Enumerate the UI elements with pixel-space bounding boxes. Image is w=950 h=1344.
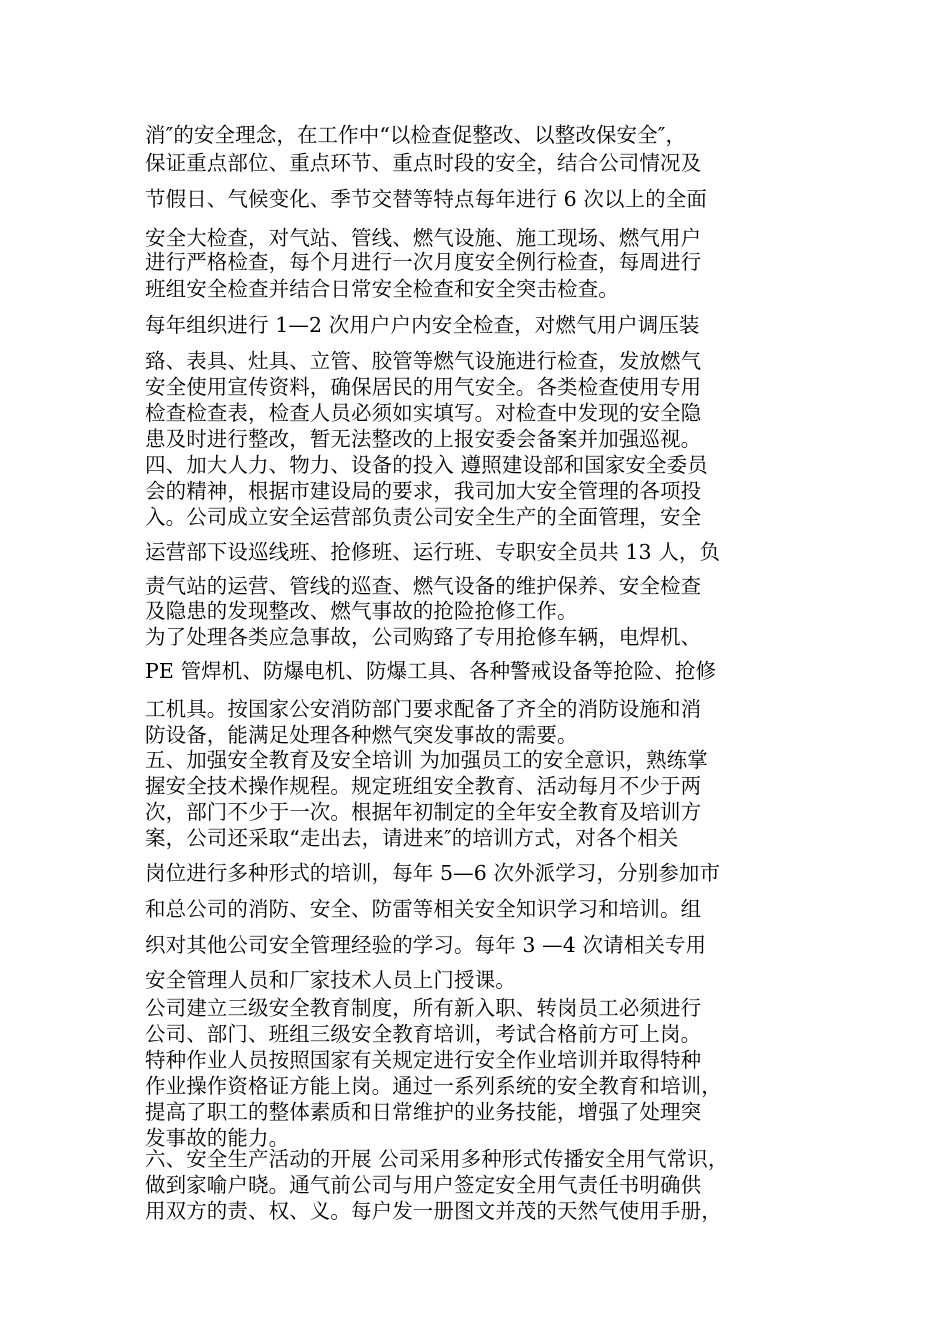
text-line: 做到家喻户晓。通气前公司与用户签定安全用气责任书明确供 [145, 1173, 702, 1197]
text-line: 会的精神，根据市建设局的要求，我司加大安全管理的各项投 [145, 479, 702, 503]
text-line: 发事故的能力。 [145, 1126, 290, 1150]
text-line: 五、加强安全教育及安全培训 为加强员工的安全意识，熟练掌 [145, 748, 708, 772]
text-line: 工机具。按国家公安消防部门要求配备了齐全的消防设施和消 [145, 697, 702, 721]
text-line: 岗位进行多种形式的培训，每年 5—6 次外派学习，分别参加市 [145, 861, 721, 885]
text-line: 四、加大人力、物力、设备的投入 遵照建设部和国家安全委员 [145, 453, 708, 477]
text-line: 安全大检查，对气站、管线、燃气设施、施工现场、燃气用户 [145, 226, 702, 250]
text-line: 班组安全检查并结合日常安全检查和安全突击检查。 [145, 277, 619, 301]
text-line: 特种作业人员按照国家有关规定进行安全作业培训并取得特种 [145, 1048, 702, 1072]
text-line: 患及时进行整改，暂无法整改的上报安委会备案并加强巡视。 [145, 427, 702, 451]
text-line: 和总公司的消防、安全、防雷等相关安全知识学习和培训。组 [145, 897, 702, 921]
text-line: 提高了职工的整体素质和日常维护的业务技能，增强了处理突 [145, 1100, 702, 1124]
text-line: 保证重点部位、重点环节、重点时段的安全，结合公司情况及 [145, 151, 702, 175]
text-line: 用双方的责、权、义。每户发一册图文并茂的天然气使用手册， [145, 1199, 722, 1223]
text-line: 织对其他公司安全管理经验的学习。每年 3 —4 次请相关专用 [145, 933, 707, 957]
text-line: 六、安全生产活动的开展 公司采用多种形式传播安全用气常识， [145, 1147, 729, 1171]
text-line: 消″的安全理念，在工作中“以检查促整改、以整改保安全″， [145, 123, 687, 147]
text-line: 次，部门不少于一次。根据年初制定的全年安全教育及培训方 [145, 800, 702, 824]
text-line: 公司建立三级安全教育制度，所有新入职、转岗员工必须进行 [145, 996, 702, 1020]
text-line: 检查检查表，检查人员必须如实填写。对检查中发现的安全隐 [145, 401, 702, 425]
text-line: PE 管焊机、防爆电机、防爆工具、各种警戒设备等抢险、抢修 [145, 659, 717, 683]
text-line: 安全使用宣传资料，确保居民的用气安全。各类检查使用专用 [145, 375, 702, 399]
text-line: 节假日、气候变化、季节交替等特点每年进行 6 次以上的全面 [145, 187, 707, 211]
text-line: 为了处理各类应急事故，公司购臵了专用抢修车辆，电焊机、 [145, 625, 702, 649]
text-line: 入。公司成立安全运营部负责公司安全生产的全面管理，安全 [145, 505, 702, 529]
text-line: 案，公司还采取“走出去，请进来″的培训方式，对各个相关 [145, 826, 679, 850]
text-line: 每年组织进行 1—2 次用户户内安全检查，对燃气用户调压装 [145, 313, 700, 337]
text-line: 握安全技术操作规程。规定班组安全教育、活动每月不少于两 [145, 774, 702, 798]
text-line: 作业操作资格证方能上岗。通过一系列系统的安全教育和培训， [145, 1074, 722, 1098]
text-line: 防设备，能满足处理各种燃气突发事故的需要。 [145, 723, 578, 747]
text-line: 运营部下设巡线班、抢修班、运行班、专职安全员共 13 人，负 [145, 540, 721, 564]
text-line: 公司、部门、班组三级安全教育培训，考试合格前方可上岗。 [145, 1022, 702, 1046]
text-line: 进行严格检查，每个月进行一次月度安全例行检查，每周进行 [145, 250, 702, 274]
text-line: 及隐患的发现整改、燃气事故的抢险抢修工作。 [145, 599, 578, 623]
text-line: 臵、表具、灶具、立管、胶管等燃气设施进行检查，发放燃气 [145, 349, 702, 373]
text-line: 安全管理人员和厂家技术人员上门授课。 [145, 968, 516, 992]
text-line: 责气站的运营、管线的巡查、燃气设备的维护保养、安全检查 [145, 574, 702, 598]
